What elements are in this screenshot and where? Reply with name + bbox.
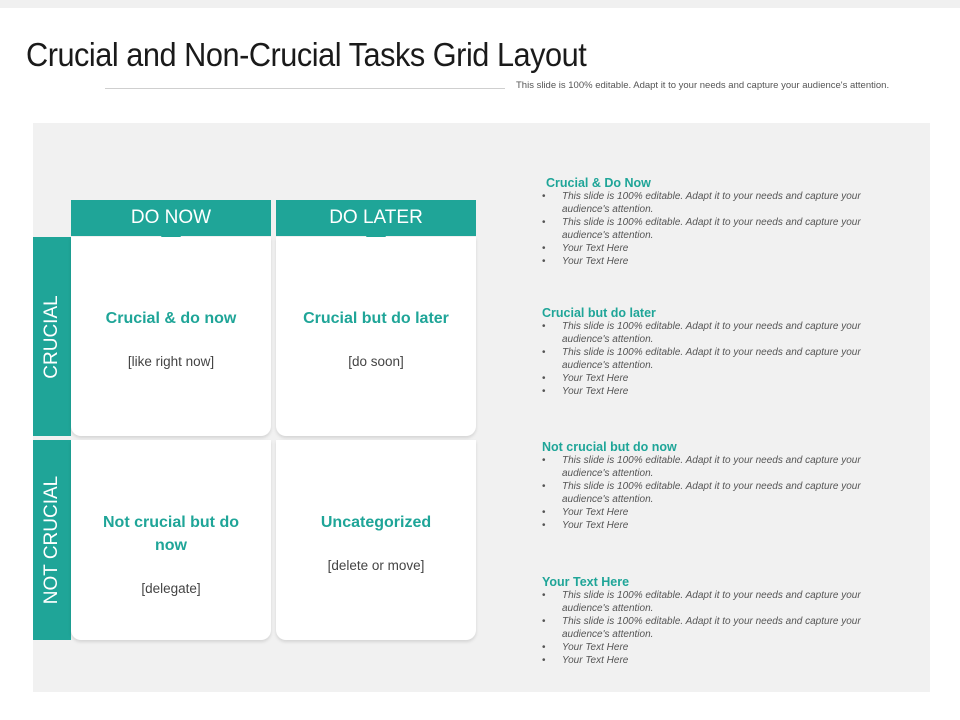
- page-subtitle: This slide is 100% editable. Adapt it to your needs and capture your audience's attention.: [516, 80, 890, 91]
- list-item: • This slide is 100% editable. Adapt it to your needs and capture your audience's attention.: [542, 455, 892, 481]
- description-heading: Crucial & Do Now: [546, 176, 651, 190]
- grid-cell-uncategorized: [276, 440, 476, 640]
- description-your-text: [542, 574, 892, 667]
- description-list: [542, 191, 892, 268]
- list-item: • Your Text Here: [542, 256, 892, 269]
- list-item: • Your Text Here: [542, 243, 892, 256]
- description-heading: Your Text Here: [542, 575, 630, 589]
- list-item: • This slide is 100% editable. Adapt it to your needs and capture your audience's attention.: [542, 616, 892, 642]
- list-item: • This slide is 100% editable. Adapt it to your needs and capture your audience's attention.: [542, 481, 892, 507]
- title-divider: [105, 88, 505, 89]
- description-crucial-do-now: [542, 175, 892, 268]
- list-item: • Your Text Here: [542, 373, 892, 386]
- description-crucial-do-later: [542, 305, 892, 398]
- list-item: • Your Text Here: [542, 642, 892, 655]
- row-header-label: CRUCIAL: [41, 294, 62, 379]
- column-header-label: DO NOW: [130, 207, 212, 228]
- cell-subtitle: [do soon]: [348, 354, 404, 369]
- column-header-do-later: [276, 200, 476, 236]
- list-item: • This slide is 100% editable. Adapt it to your needs and capture your audience's attention.: [542, 321, 892, 347]
- list-item: • Your Text Here: [542, 655, 892, 668]
- list-item: • This slide is 100% editable. Adapt it to your needs and capture your audience's attention.: [542, 217, 892, 243]
- page-title: Crucial and Non-Crucial Tasks Grid Layout: [26, 36, 587, 73]
- description-list: [542, 455, 892, 532]
- description-not-crucial-do-now: [542, 439, 892, 532]
- list-item: • Your Text Here: [542, 507, 892, 520]
- cell-subtitle: [like right now]: [127, 354, 215, 369]
- cell-subtitle: [delegate]: [141, 581, 201, 596]
- list-item: • This slide is 100% editable. Adapt it to your needs and capture your audience's attention.: [542, 191, 892, 217]
- description-list: [542, 321, 892, 398]
- list-item: • This slide is 100% editable. Adapt it to your needs and capture your audience's attention.: [542, 347, 892, 373]
- cell-title: Crucial & do now: [105, 310, 237, 327]
- column-header-do-now: [71, 200, 271, 236]
- grid-cell-not-crucial-do-now: [71, 440, 271, 640]
- cell-title: Crucial but do later: [303, 310, 449, 327]
- row-header-crucial: [33, 237, 71, 436]
- row-header-not-crucial: [33, 440, 71, 640]
- cell-title: Not crucial but do now: [103, 514, 239, 554]
- cell-subtitle: [delete or move]: [327, 558, 425, 573]
- grid-cell-crucial-do-later: [276, 237, 476, 436]
- description-heading: Not crucial but do now: [542, 440, 677, 454]
- cell-title: Uncategorized: [320, 514, 432, 531]
- list-item: • Your Text Here: [542, 520, 892, 533]
- list-item: • Your Text Here: [542, 386, 892, 399]
- column-header-label: DO LATER: [329, 207, 423, 228]
- description-heading: Crucial but do later: [542, 306, 656, 320]
- row-header-label: NOT CRUCIAL: [41, 475, 62, 605]
- list-item: • This slide is 100% editable. Adapt it to your needs and capture your audience's attention.: [542, 590, 892, 616]
- top-band: [0, 0, 960, 8]
- grid-cell-crucial-do-now: [71, 237, 271, 436]
- description-list: [542, 590, 892, 667]
